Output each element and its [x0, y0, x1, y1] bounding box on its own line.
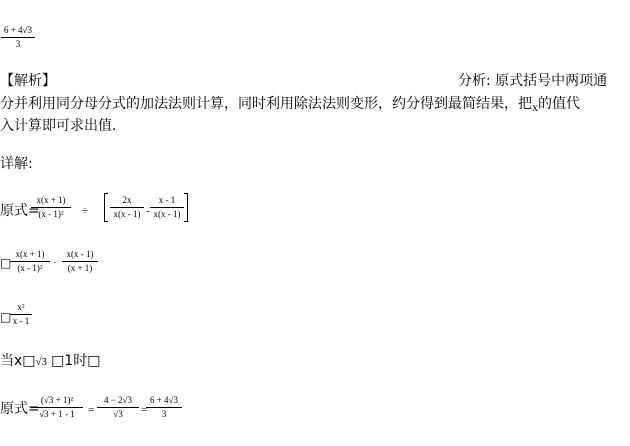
- fraction-bar: [110, 207, 144, 208]
- fraction-bar: [146, 407, 182, 408]
- jiexi-heading: 【解析】: [0, 73, 56, 89]
- numerator: x(x + 1): [36, 195, 66, 205]
- minus-sign: -: [146, 205, 150, 217]
- fraction-bar: [10, 314, 32, 315]
- step1-fraction-1: [31, 195, 71, 220]
- denominator: x(x - 1): [113, 209, 141, 219]
- fraction-bar: [62, 261, 98, 262]
- multiply-dot: ·: [53, 257, 57, 269]
- right-bracket: [184, 193, 188, 222]
- equals-sign: =: [141, 404, 148, 416]
- step4-prefix: 原式=: [0, 401, 40, 417]
- fraction-bar: [31, 207, 71, 208]
- condition-text-c: □1时□: [51, 353, 101, 369]
- step1-fraction-3: [150, 195, 184, 220]
- divide-sign: ÷: [82, 205, 89, 217]
- numerator: x(x + 1): [15, 249, 45, 259]
- denominator: x - 1: [12, 316, 30, 326]
- fraction-bar: [10, 261, 50, 262]
- analysis-line-2: 入计算即可求出值．: [0, 118, 126, 134]
- answer-fraction: [1, 25, 35, 50]
- step3-fraction: [10, 302, 32, 327]
- denominator: 3: [161, 409, 167, 419]
- numerator: x - 1: [158, 195, 176, 205]
- fraction-bar: [31, 407, 83, 408]
- fraction-bar: [150, 207, 184, 208]
- denominator: (x - 1)²: [17, 263, 43, 273]
- numerator: 6 + 4√3: [149, 395, 178, 405]
- denominator: √3: [113, 409, 123, 419]
- condition-text-a: 当x□: [0, 353, 36, 369]
- numerator: x²: [17, 302, 25, 312]
- analysis-start: 分析: 原式括号中两项通: [458, 73, 608, 89]
- missing-glyph: □: [0, 256, 12, 270]
- step4-fraction-2: [97, 395, 139, 420]
- step4-fraction-3: [146, 395, 182, 420]
- variable-x: x: [532, 100, 538, 114]
- step2-fraction-1: [10, 249, 50, 274]
- left-bracket: [104, 193, 108, 222]
- condition-line: [0, 350, 100, 370]
- denominator: √3 + 1 - 1: [39, 409, 75, 419]
- numerator: x(x - 1): [66, 249, 94, 259]
- denominator: (x - 1)²: [38, 209, 64, 219]
- numerator: (√3 + 1)²: [40, 395, 74, 405]
- fraction-bar: [1, 37, 35, 38]
- denominator: (x + 1): [67, 263, 93, 273]
- step4-fraction-1: [31, 395, 83, 420]
- sqrt3: √3: [35, 356, 48, 368]
- step2-fraction-2: [62, 249, 98, 274]
- detail-label: 详解:: [0, 156, 33, 172]
- analysis-text: 分并利用同分母分式的加法法则计算，同时利用除法法则变形，约分得到最简结果，把: [0, 96, 532, 112]
- analysis-text-end: 的值代: [538, 96, 580, 112]
- denominator: 3: [15, 39, 21, 49]
- missing-glyph: □: [0, 310, 12, 324]
- step1-fraction-2: [110, 195, 144, 220]
- fraction-bar: [97, 407, 139, 408]
- equals-sign: =: [88, 404, 95, 416]
- step1-prefix: 原式=: [0, 203, 40, 219]
- numerator: 4 − 2√3: [103, 395, 132, 405]
- analysis-line-1: [0, 93, 580, 113]
- numerator: 2x: [122, 195, 132, 205]
- denominator: x(x - 1): [153, 209, 181, 219]
- numerator: 6 + 4√3: [3, 25, 32, 35]
